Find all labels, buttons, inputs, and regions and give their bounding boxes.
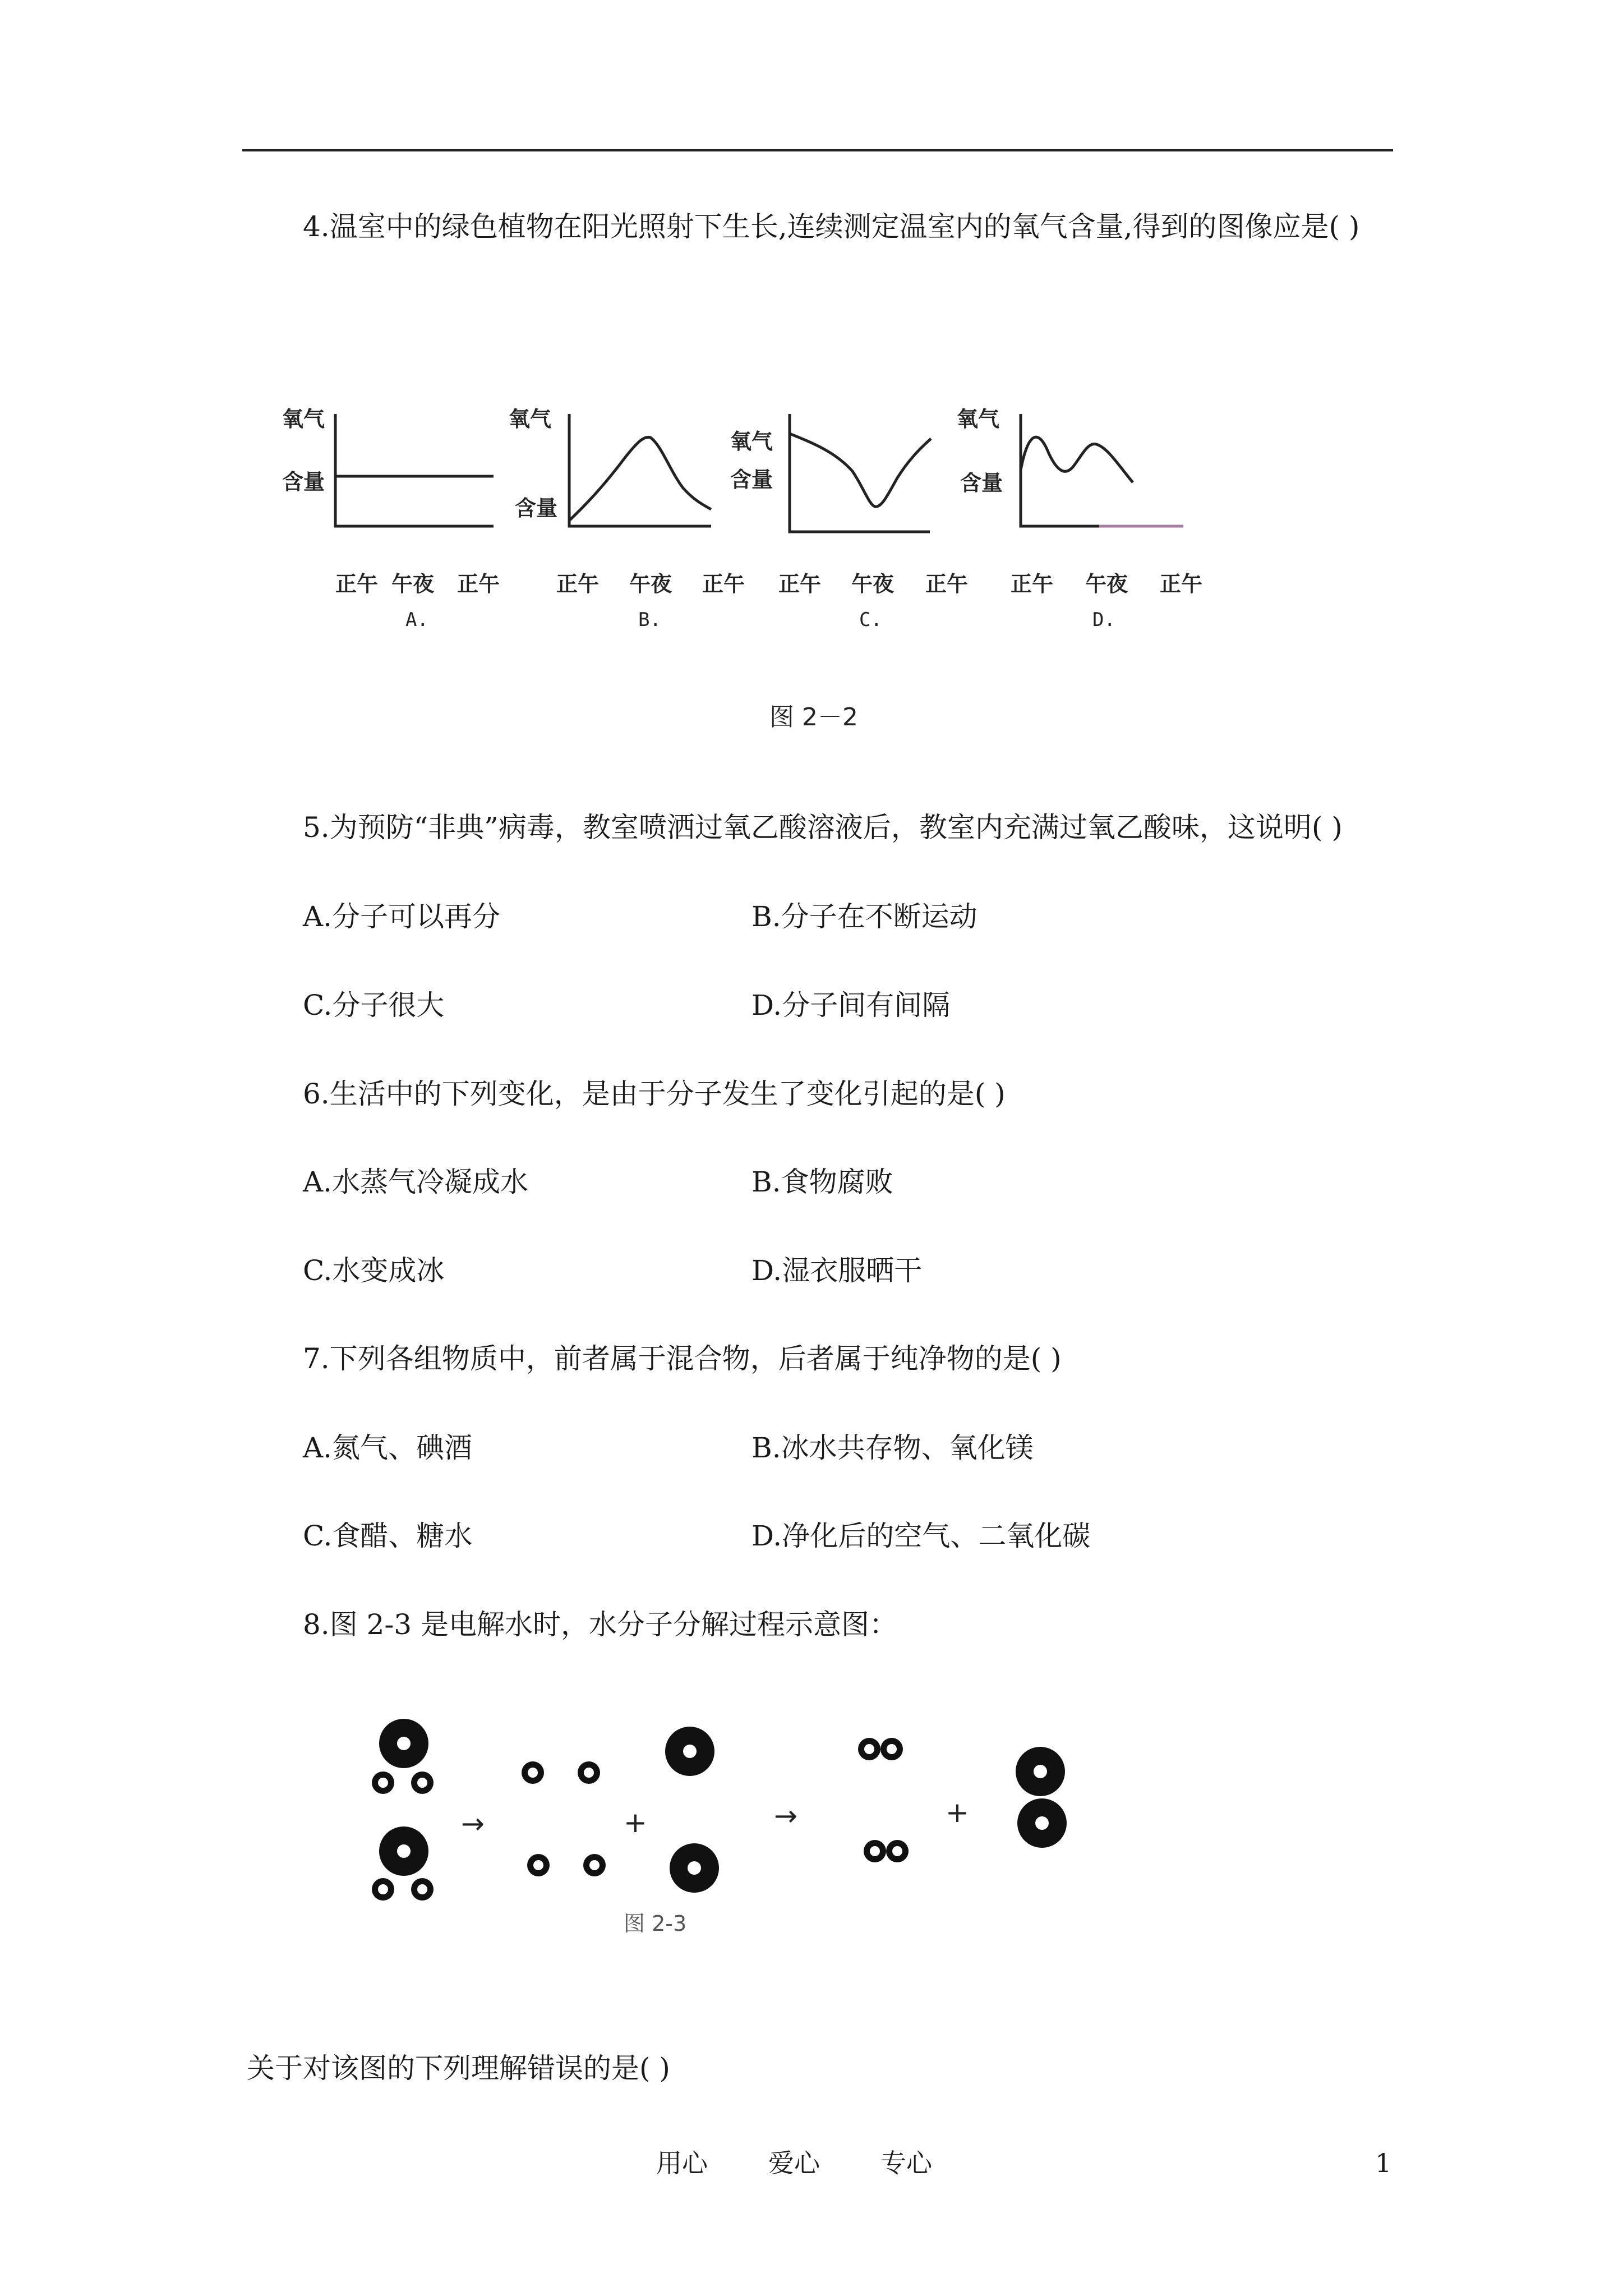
figure-2-2-caption: 图 2－2 <box>769 703 858 731</box>
graph-b-xtick-1: 正午 <box>556 572 600 596</box>
question-6-text: 6.生活中的下列变化，是由于分子发生了变化引起的是( ) <box>303 1078 1006 1110</box>
question-6-option-a: A.水蒸气冷凝成水 <box>303 1166 529 1198</box>
question-5-option-a: A.分子可以再分 <box>303 900 501 933</box>
graph-c-ylabel-1: 氧气 <box>730 429 773 454</box>
question-5-option-d: D.分子间有间隔 <box>751 989 951 1022</box>
graph-a-ylabel-1: 氧气 <box>282 407 325 431</box>
graph-c-xtick-1: 正午 <box>778 572 822 596</box>
question-8-text: 8.图 2-3 是电解水时，水分子分解过程示意图： <box>303 1608 898 1641</box>
question-4-text: 4.温室中的绿色植物在阳光照射下生长,连续测定温室内的氧气含量,得到的图像应是( ) <box>303 210 1360 243</box>
question-7-option-c: C.食醋、糖水 <box>303 1520 473 1552</box>
oxygen-atom <box>665 1727 714 1776</box>
plus-1: + <box>624 1806 647 1839</box>
graph-b-xtick-2: 午夜 <box>629 572 672 596</box>
footer-right: 专心 <box>880 2148 932 2178</box>
figure-2-3-caption: 图 2-3 <box>624 1911 687 1936</box>
question-5-text: 5.为预防“非典”病毒，教室喷洒过氧乙酸溶液后，教室内充满过氧乙酸味，这说明( ) <box>303 811 1343 844</box>
hydrogen-atom <box>527 1854 550 1876</box>
footer-middle: 爱心 <box>768 2148 820 2178</box>
hydrogen-atom <box>578 1761 600 1784</box>
question-7-option-d: D.净化后的空气、二氧化碳 <box>751 1520 1091 1552</box>
water-molecule-2 <box>372 1826 434 1901</box>
question-5-option-b: B.分子在不断运动 <box>751 900 978 933</box>
arrow-2: → <box>774 1800 797 1832</box>
question-8-follow-up: 关于对该图的下列理解错误的是( ) <box>247 2052 670 2085</box>
graph-d-option: D. <box>1092 609 1115 631</box>
footer-left: 用心 <box>656 2148 708 2178</box>
question-7-text: 7.下列各组物质中，前者属于混合物，后者属于纯净物的是( ) <box>303 1342 1062 1375</box>
graph-a-option: A. <box>405 609 428 631</box>
question-7-option-b: B.冰水共存物、氧化镁 <box>751 1432 1034 1464</box>
graph-a-xtick-2: 午夜 <box>391 572 435 596</box>
page-number: 1 <box>1375 2148 1392 2178</box>
oxygen-molecule <box>1016 1747 1067 1848</box>
arrow-1: → <box>461 1807 485 1840</box>
graph-d-ylabel-2: 含量 <box>960 471 1003 495</box>
graph-b-option: B. <box>638 609 661 631</box>
graph-b-ylabel-1: 氧气 <box>509 407 552 431</box>
hydrogen-molecule-1 <box>858 1738 903 1760</box>
graph-c-option: C. <box>859 609 882 631</box>
question-6-option-b: B.食物腐败 <box>751 1166 893 1198</box>
question-5-option-c: C.分子很大 <box>303 989 445 1022</box>
oxygen-atom <box>670 1843 719 1893</box>
graph-a-xtick-1: 正午 <box>335 572 379 596</box>
graph-b-ylabel-2: 含量 <box>515 496 558 521</box>
question-6-option-c: C.水变成冰 <box>303 1254 445 1287</box>
graph-d-xtick-3: 正午 <box>1160 572 1203 596</box>
graph-c-ylabel-2: 含量 <box>730 467 773 492</box>
graph-a-ylabel-2: 含量 <box>282 470 325 494</box>
graph-c-xtick-3: 正午 <box>925 572 969 596</box>
graph-a-xtick-3: 正午 <box>457 572 500 596</box>
graph-d-ylabel-1: 氧气 <box>957 407 1000 431</box>
graph-d-xtick-1: 正午 <box>1011 572 1054 596</box>
graph-d-xtick-2: 午夜 <box>1085 572 1128 596</box>
hydrogen-molecule-2 <box>864 1840 909 1862</box>
hydrogen-atom <box>522 1761 544 1784</box>
plus-2: + <box>946 1796 969 1829</box>
hydrogen-atom <box>583 1854 606 1876</box>
question-7-option-a: A.氮气、碘酒 <box>303 1432 473 1464</box>
graph-c-xtick-2: 午夜 <box>851 572 895 596</box>
question-6-option-d: D.湿衣服晒干 <box>751 1254 923 1287</box>
graph-b-xtick-3: 正午 <box>702 572 745 596</box>
water-molecule-1 <box>372 1719 434 1794</box>
